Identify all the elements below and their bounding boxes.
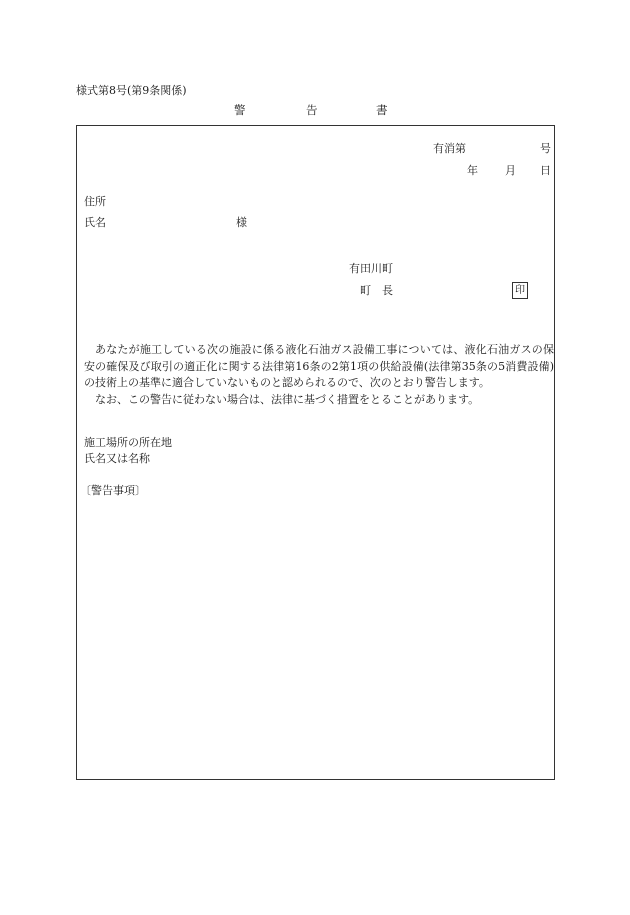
- warning-paragraph-1: あなたが施工している次の施設に係る液化石油ガス設備工事については、液化石油ガスの保安の確保及び取引の適正化に関する法律第16条の2第1項の供給設備(法律第35条の5消費設備)の技術上の基準に適合していないものと認められるので、次のとおり警告します。: [84, 343, 554, 389]
- issuer-title: [360, 282, 393, 300]
- date-day-label: 日: [540, 164, 551, 177]
- issuer-title-char-1: 町: [360, 284, 371, 297]
- document-number-prefix: 有消第: [433, 142, 466, 155]
- date-month-label: 月: [505, 164, 516, 177]
- warning-body: [84, 342, 554, 408]
- contractor-name-label: 氏名又は名称: [84, 452, 150, 465]
- construction-location-label: 施工場所の所在地: [84, 436, 172, 449]
- recipient-honorific: 様: [236, 216, 247, 229]
- document-number-suffix: 号: [540, 142, 551, 155]
- document-title: [234, 101, 388, 119]
- warning-paragraph-2: なお、この警告に従わない場合は、法律に基づく措置をとることがあります。: [95, 392, 480, 406]
- warning-items-label: 〔警告事項〕: [80, 484, 146, 497]
- title-char-3: 書: [376, 103, 388, 117]
- seal-mark: 印: [512, 282, 528, 299]
- date-year-label: 年: [467, 164, 478, 177]
- recipient-address-label: 住所: [84, 195, 106, 208]
- issuer-title-char-2: 長: [382, 284, 393, 297]
- recipient-name-label: 氏名: [84, 216, 106, 229]
- title-char-2: 告: [306, 103, 318, 117]
- title-char-1: 警: [234, 103, 246, 117]
- form-number: 様式第8号(第9条関係): [76, 84, 187, 97]
- issuer-town: 有田川町: [349, 262, 393, 275]
